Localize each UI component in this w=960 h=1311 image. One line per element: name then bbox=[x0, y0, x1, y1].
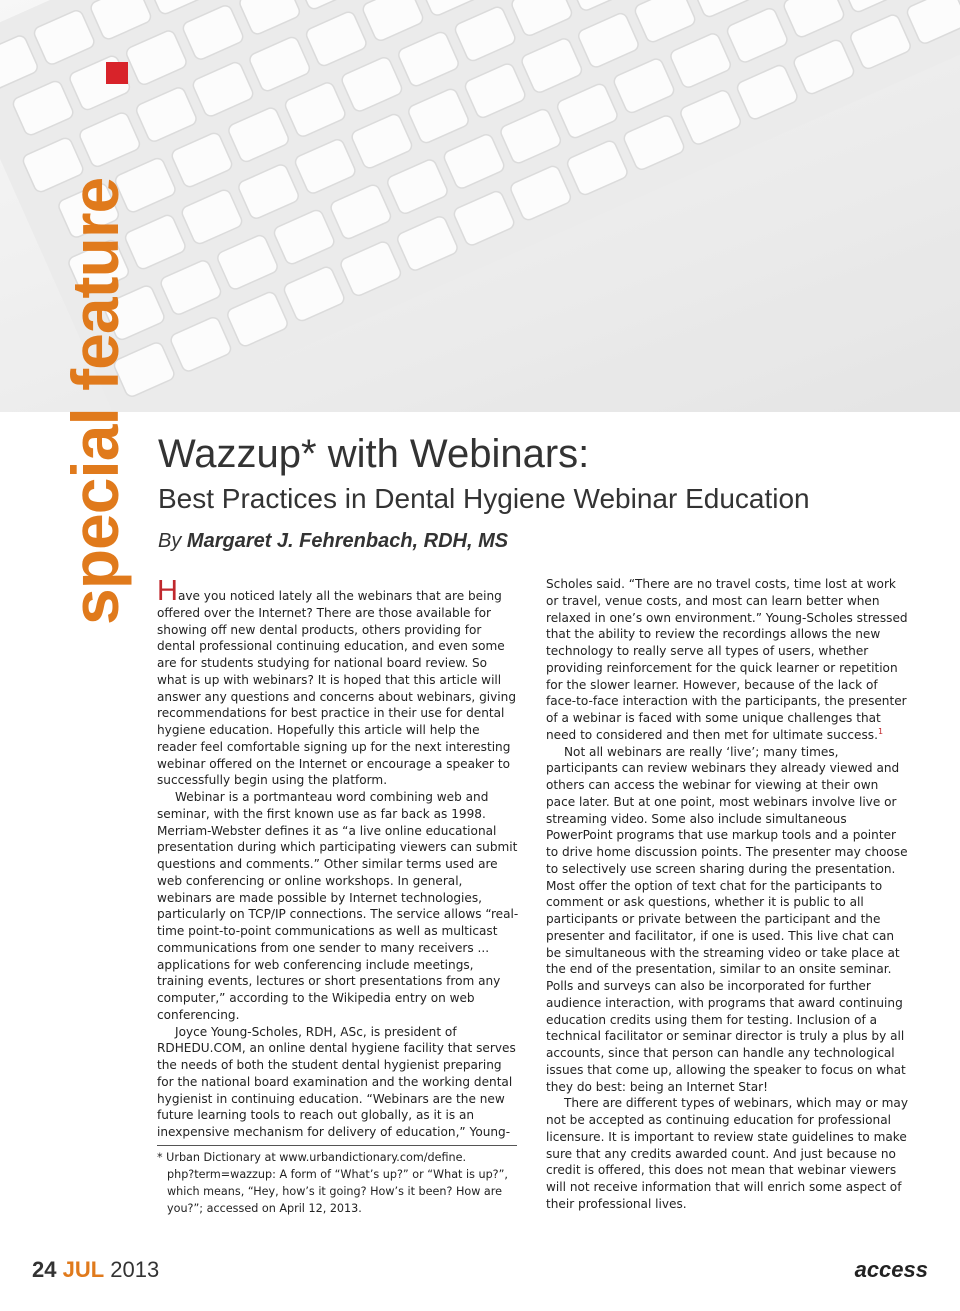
body-column-right bbox=[546, 576, 908, 1213]
paragraph: Joyce Young-Scholes, RDH, ASc, is president of RDHEDU.COM, an online dental hygiene facility that serves the needs of both the student dental hygienist preparing for the national board examination and the working dental hygienist in continuing education. “Webinars are the new future learning tools to reach out globally, as it is an inexpensive mechanism for delivery of education,” Young- bbox=[157, 1024, 516, 1139]
footnote-line: which means, “Hey, how’s it going? How’s it been? How are bbox=[167, 1185, 503, 1198]
footnote bbox=[157, 1149, 519, 1217]
hero-overlay bbox=[0, 0, 960, 412]
reference-mark: 1 bbox=[877, 726, 884, 736]
page-number: 24 bbox=[32, 1257, 57, 1282]
paragraph-text: Scholes said. “There are no travel costs, time lost at work or travel, venue costs, and most can learn better when relaxed in one’s own environment.” Young-Scholes stressed that the ability to review the recordings allows the new technology to really serve all types of users, whether providing reinforcement for the quick learner or repetition for the slower learner. However, because of the lack of face-to-face interaction with the participants, the presenter of a webinar is faced with some unique challenges that need to considered and then met for ultimate success. bbox=[546, 577, 908, 742]
drop-cap: H bbox=[157, 575, 178, 607]
section-label: special feature bbox=[58, 177, 132, 625]
footnote-line: * Urban Dictionary at www.urbandictionary.com/define. bbox=[157, 1151, 467, 1164]
paragraph bbox=[157, 575, 519, 789]
keyboard-illustration bbox=[0, 0, 960, 412]
section-marker-square bbox=[106, 62, 128, 84]
article-title: Wazzup* with Webinars: bbox=[158, 432, 590, 476]
issue-month: JUL bbox=[62, 1257, 105, 1282]
byline-prefix: By bbox=[158, 530, 182, 552]
article-subtitle: Best Practices in Dental Hygiene Webinar Education bbox=[158, 483, 810, 514]
issue-year: 2013 bbox=[110, 1257, 160, 1282]
magazine-name: access bbox=[854, 1257, 928, 1282]
footnote-line: you?”; accessed on April 12, 2013. bbox=[167, 1202, 362, 1215]
paragraph-text: ave you noticed lately all the webinars that are being offered over the Internet? There are those available for showing off new dental products, others providing for dental professional continuing education, and even some are for students studying for national board review. So what is up with webinars? It is hoped that this article will answer any questions and concerns about webinars, giving recommendations for best practice in their use for dental hygiene education. Hopefully this article will help the reader feel comfortable signing up for the next interesting webinar offered on the Internet or encourage a speaker to successfully begin using the platform. bbox=[157, 589, 517, 788]
author-name: Margaret J. Fehrenbach, RDH, MS bbox=[186, 530, 509, 552]
footnote-rule bbox=[157, 1145, 517, 1146]
byline bbox=[158, 530, 508, 553]
paragraph: There are different types of webinars, which may or may not be accepted as continuing education for professional licensure. It is important to review state guidelines to make sure that any credits awarded count. And just because no credit is offered, this does not mean that webinar viewers will not receive information that will enrich some aspect of their professional lives. bbox=[546, 1096, 908, 1211]
paragraph: Not all webinars are really ‘live’; many times, participants can review webinars they already viewed and others can access the webinar for viewing at their own pace later. But at one point, most webinars involve live or streaming video. Some also include simultaneous PowerPoint programs that use markup tools and a pointer to drive home discussion points. The presenter may choose to selectively use screen sharing during the presentation. Most offer the option of text chat for the participants to comment or ask questions, whether it is public to all participants or private between the participant and the presenter and facilitator, if one is used. This live chat can be simultaneous with the streaming video or take place at the end of the presentation, similar to an onsite seminar. Polls and surveys can also be incorporated for further audience interaction, with programs that award continuing education credits using them for testing. Inclusion of a technical facilitator or seminar director is truly a plus by all accounts, since that person can handle any technological issues that come up, allowing the speaker to focus on what they do best: being an Internet Star! bbox=[546, 744, 908, 1094]
paragraph: Webinar is a portmanteau word combining web and seminar, with the first known use as far back as 1998. Merriam-Webster defines it as “a live online educational presentation during which participating viewers can submit questions and comments.” Other similar terms used are web conferencing or online workshops. In general, webinars are made possible by Internet technologies, particularly on TCP/IP connections. The service allows “real-time point-to-point communications as well as multicast communications from one sender to many receivers ... applications for web conferencing include meetings, training events, lectures or short presentations from any computer,” according to the Wikipedia entry on web conferencing. bbox=[157, 790, 519, 1022]
body-column-left bbox=[157, 575, 519, 1141]
paragraph bbox=[546, 576, 908, 744]
page-folio bbox=[32, 1257, 159, 1283]
footnote-line: php?term=wazzup: A form of “What’s up?” or “What is up?”, bbox=[167, 1168, 508, 1181]
hero-keyboard-image bbox=[0, 0, 960, 412]
